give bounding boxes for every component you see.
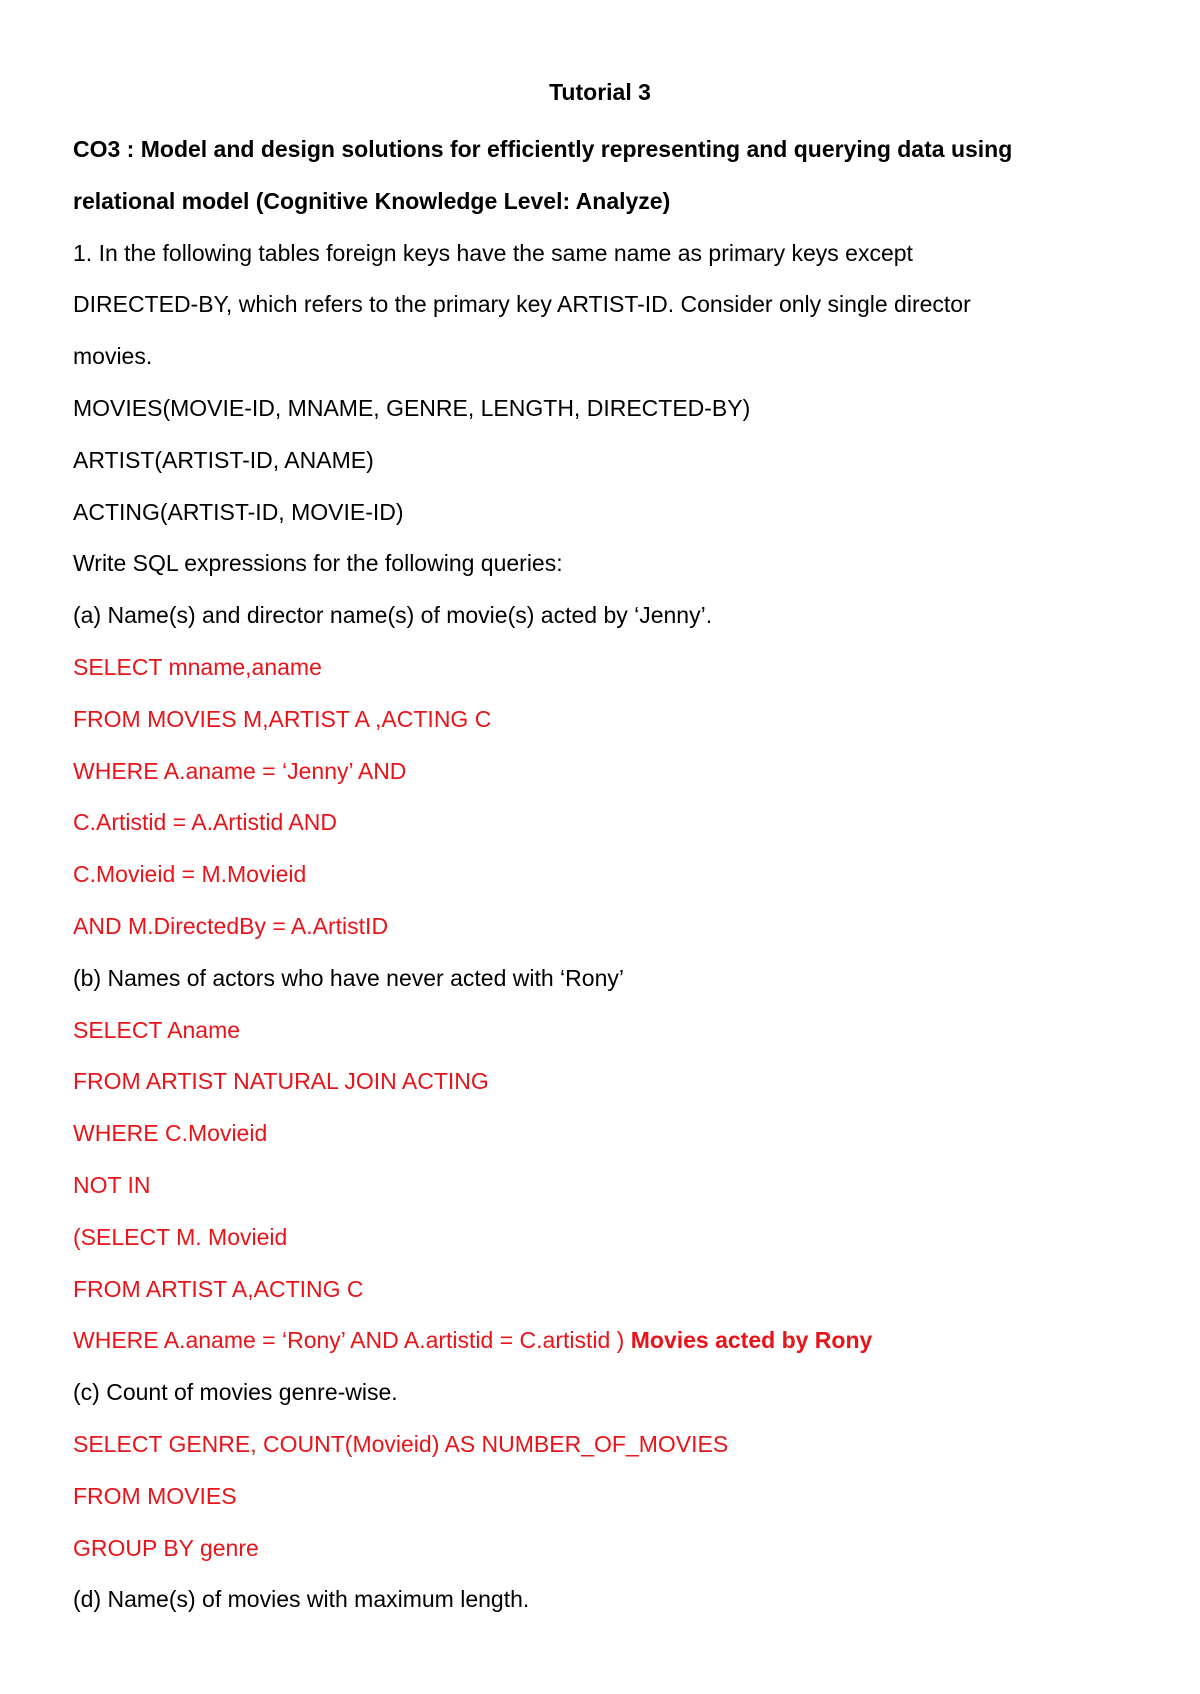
answer-b-line-5: (SELECT M. Movieid: [73, 1223, 288, 1250]
answer-a-line-1: SELECT mname,aname: [73, 653, 322, 680]
answer-b-line-3: WHERE C.Movieid: [73, 1120, 268, 1147]
course-outcome-line-2: relational model (Cognitive Knowledge Level: Analyze): [73, 187, 671, 214]
answer-b-line-7: WHERE A.aname = ‘Rony’ AND A.artistid = C.artistid ) Movies acted by Rony: [73, 1327, 873, 1354]
answer-c-line-1: SELECT GENRE, COUNT(Movieid) AS NUMBER_OF_MOVIES: [73, 1430, 729, 1457]
question-d: (d) Name(s) of movies with maximum length.: [73, 1586, 530, 1613]
schema-acting: ACTING(ARTIST-ID, MOVIE-ID): [73, 498, 404, 525]
answer-a-line-3: WHERE A.aname = ‘Jenny’ AND: [73, 757, 407, 784]
question-a: (a) Name(s) and director name(s) of movie(s) acted by ‘Jenny’.: [73, 602, 713, 629]
question-b: (b) Names of actors who have never acted with ‘Rony’: [73, 964, 624, 991]
answer-b-line-6: FROM ARTIST A,ACTING C: [73, 1275, 364, 1302]
question-intro-line-3: movies.: [73, 343, 153, 370]
answer-a-line-5: C.Movieid = M.Movieid: [73, 861, 307, 888]
schema-movies: MOVIES(MOVIE-ID, MNAME, GENRE, LENGTH, DIRECTED-BY): [73, 394, 751, 421]
answer-b-line-2: FROM ARTIST NATURAL JOIN ACTING: [73, 1068, 489, 1095]
question-c: (c) Count of movies genre-wise.: [73, 1379, 398, 1406]
schema-artist: ARTIST(ARTIST-ID, ANAME): [73, 446, 374, 473]
instruction-line: Write SQL expressions for the following queries:: [73, 550, 563, 577]
course-outcome-line-1: CO3 : Model and design solutions for efficiently representing and querying data using: [73, 136, 1013, 162]
answer-b-note: Movies acted by Rony: [624, 1327, 873, 1354]
answer-a-line-2: FROM MOVIES M,ARTIST A ,ACTING C: [73, 705, 492, 732]
answer-a-line-6: AND M.DirectedBy = A.ArtistID: [73, 912, 389, 939]
answer-b-line-4: NOT IN: [73, 1171, 151, 1198]
document-title: Tutorial 3: [549, 79, 651, 105]
answer-b-line-1: SELECT Aname: [73, 1016, 241, 1043]
answer-a-line-4: C.Artistid = A.Artistid AND: [73, 809, 337, 836]
question-intro-line-1: 1. In the following tables foreign keys have the same name as primary keys except: [73, 239, 913, 266]
question-intro-line-2: DIRECTED-BY, which refers to the primary key ARTIST-ID. Consider only single director: [73, 291, 971, 318]
answer-c-line-2: FROM MOVIES: [73, 1482, 237, 1509]
document-body: [73, 124, 1133, 1626]
answer-c-line-3: GROUP BY genre: [73, 1534, 259, 1561]
